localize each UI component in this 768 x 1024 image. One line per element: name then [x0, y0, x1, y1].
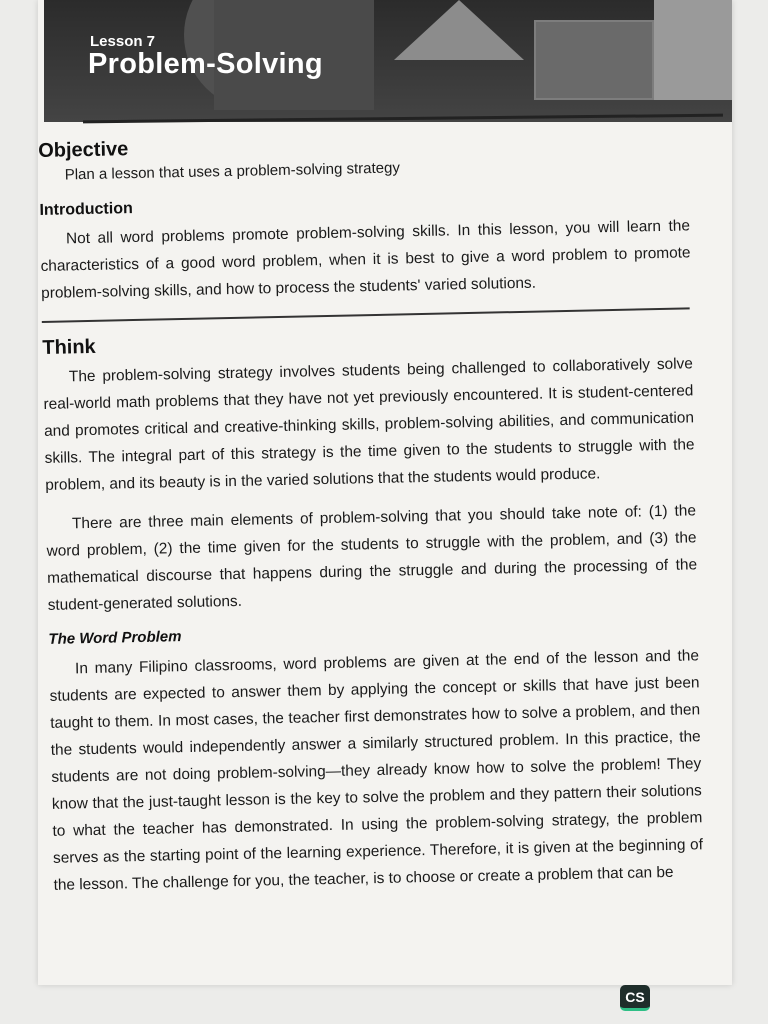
- decorative-book: [534, 20, 654, 100]
- lesson-content: [38, 126, 704, 898]
- word-problem-paragraph: In many Filipino classrooms, word problems are given at the end of the lesson and the students are expected to answer them by applying the concept or skills that have just been taught to them. In most cases, the teacher first demonstrates how to solve a problem, and then the students would independently answer a similarly structured problem. In this practice, the students are not doing problem-solving—they already know how to solve the problem! They know that the just-taught lesson is the key to solve the problem and they pattern their solutions to what the teacher has demonstrated. In using the problem-solving strategy, the problem serves as the starting point of the learning experience. Therefore, it is given at the beginning of the lesson. The challenge for you, the teacher, is to choose or create a problem that can be: [49, 647, 704, 894]
- think-paragraph-1: The problem-solving strategy involves students being challenged to collaboratively solve real-world math problems that they have not yet previously encountered. It is student-centered and promotes critical and creative-thinking skills, problem-solving abilities, and communication skills. The integral part of this strategy is the time given to the students to struggle with the problem, and its beauty is in the varied solutions that the students would produce.: [43, 355, 695, 494]
- lesson-banner: [44, 0, 732, 122]
- camscanner-logo: CS: [620, 985, 650, 1011]
- lesson-number: Lesson 7: [90, 33, 156, 50]
- decorative-panel: [654, 0, 732, 100]
- lesson-title: Problem-Solving: [88, 48, 323, 80]
- think-heading: Think: [42, 335, 96, 359]
- decorative-triangle: [394, 0, 524, 60]
- section-divider: [42, 307, 690, 323]
- objective-heading: Objective: [38, 138, 129, 162]
- introduction-heading: Introduction: [39, 200, 133, 219]
- introduction-text: Not all word problems promote problem-solving skills. In this lesson, you will learn the characteristics of a good word problem, when it is best to give a word problem to promote problem-solving skills, and how to process the students' varied solutions.: [40, 217, 691, 302]
- think-paragraph-2: There are three main elements of problem-solving that you should take note of: (1) the word problem, (2) the time given for the students to struggle with the problem, and (3) the mathematical discourse that happens during the struggle and during the processing of the student-generated solutions.: [46, 502, 698, 614]
- objective-text: Plan a lesson that uses a problem-solving strategy: [64, 159, 401, 184]
- word-problem-heading: The Word Problem: [48, 628, 182, 648]
